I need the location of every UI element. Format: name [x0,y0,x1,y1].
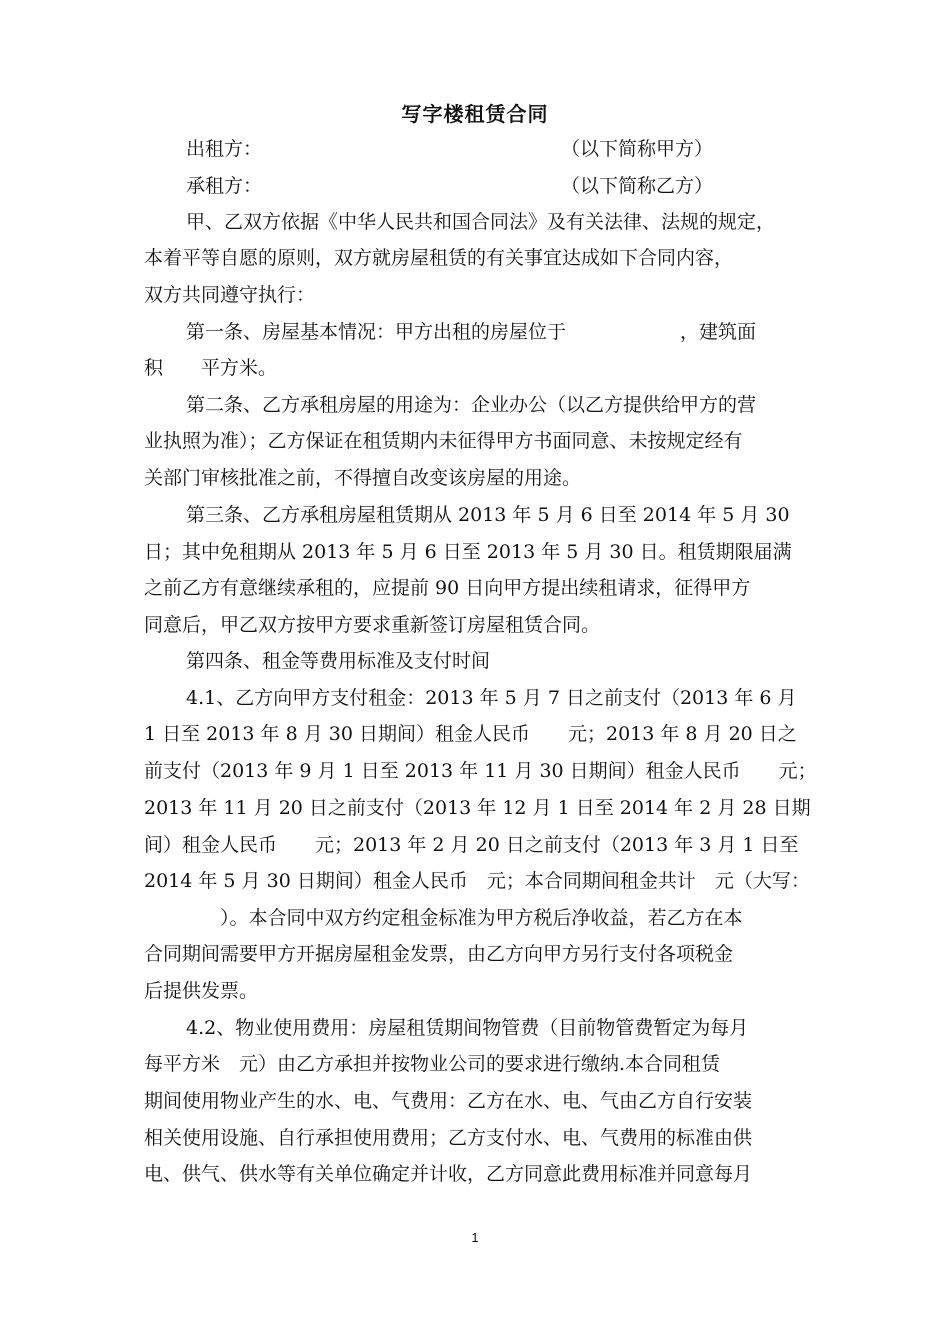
text-line: 第四条、租金等费用标准及支付时间 [186,650,491,672]
text-line: 期间使用物业产生的水、电、气费用：乙方在水、电、气由乙方自行安装 [144,1090,753,1112]
text-line: 间）租金人民币 元；2013 年 2 月 20 日之前支付（2013 年 3 月 1 日至 [144,834,799,856]
text-line: 相关使用设施、自行承担使用费用；乙方支付水、电、气费用的标准由供 [144,1127,753,1149]
text-line: 第二条、乙方承租房屋的用途为：企业办公（以乙方提供给甲方的营 [186,394,757,416]
text-line: 电、供气、供水等有关单位确定并计收，乙方同意此费用标准并同意每月 [144,1163,753,1185]
text-line: 第一条、房屋基本情况：甲方出租的房屋位于 ，建筑面 [186,321,757,343]
text-line: 合同期间需要甲方开据房屋租金发票，由乙方向甲方另行支付各项税金 [144,943,734,965]
lessor-note: （以下简称甲方） [561,138,714,160]
text-line: 双方共同遵守执行： [144,284,316,306]
lessee-label: 承租方： [186,175,263,197]
text-line: 1 日至 2013 年 8 月 30 日期间）租金人民币 元；2013 年 8 月 20 日之 [144,723,797,745]
text-line: ）。本合同中双方约定租金标准为甲方税后净收益，若乙方在本 [144,907,743,929]
text-line: 前支付（2013 年 9 月 1 日至 2013 年 11 月 30 日期间）租金人民币 元； [144,760,817,782]
text-line: 之前乙方有意继续承租的，应提前 90 日向甲方提出续租请求，征得甲方 [144,577,751,599]
text-line: 每平方米 元）由乙方承担并按物业公司的要求进行缴纳.本合同租赁 [144,1053,721,1075]
lessor-label: 出租方： [186,138,263,160]
text-line: 第三条、乙方承租房屋租赁期从 2013 年 5 月 6 日至 2014 年 5 月 30 [186,504,790,526]
text-line: 同意后，甲乙双方按甲方要求重新签订房屋租赁合同。 [144,614,601,636]
lessee-note: （以下简称乙方） [561,175,714,197]
text-line: 日；其中免租期从 2013 年 5 月 6 日至 2013 年 5 月 30 日。租赁期限届满 [144,541,792,563]
page-number: 1 [471,1230,479,1245]
text-line: 4.2、物业使用费用：房屋租赁期间物管费（目前物管费暂定为每月 [186,1017,749,1039]
text-line: 本着平等自愿的原则，双方就房屋租赁的有关事宜达成如下合同内容， [144,247,734,269]
lessee-line [186,174,262,198]
text-line: 4.1、乙方向甲方支付租金：2013 年 5 月 7 日之前支付（2013 年 6 月 [186,687,797,709]
text-line: 业执照为准）；乙方保证在租赁期内未征得甲方书面同意、未按规定经有 [144,430,743,452]
text-line: 关部门审核批准之前，不得擅自改变该房屋的用途。 [144,467,582,489]
document-title: 写字楼租赁合同 [401,102,549,126]
text-line: 2013 年 11 月 20 日之前支付（2013 年 12 月 1 日至 2014 年 2 月 28 日期 [144,797,811,819]
lessor-line [186,137,262,161]
text-line: 后提供发票。 [144,980,259,1002]
text-line: 2014 年 5 月 30 日期间）租金人民币 元；本合同期间租金共计 元（大写： [144,870,810,892]
text-line: 甲、乙双方依据《中华人民共和国合同法》及有关法律、法规的规定， [186,211,776,233]
text-line: 积 平方米。 [144,357,278,379]
